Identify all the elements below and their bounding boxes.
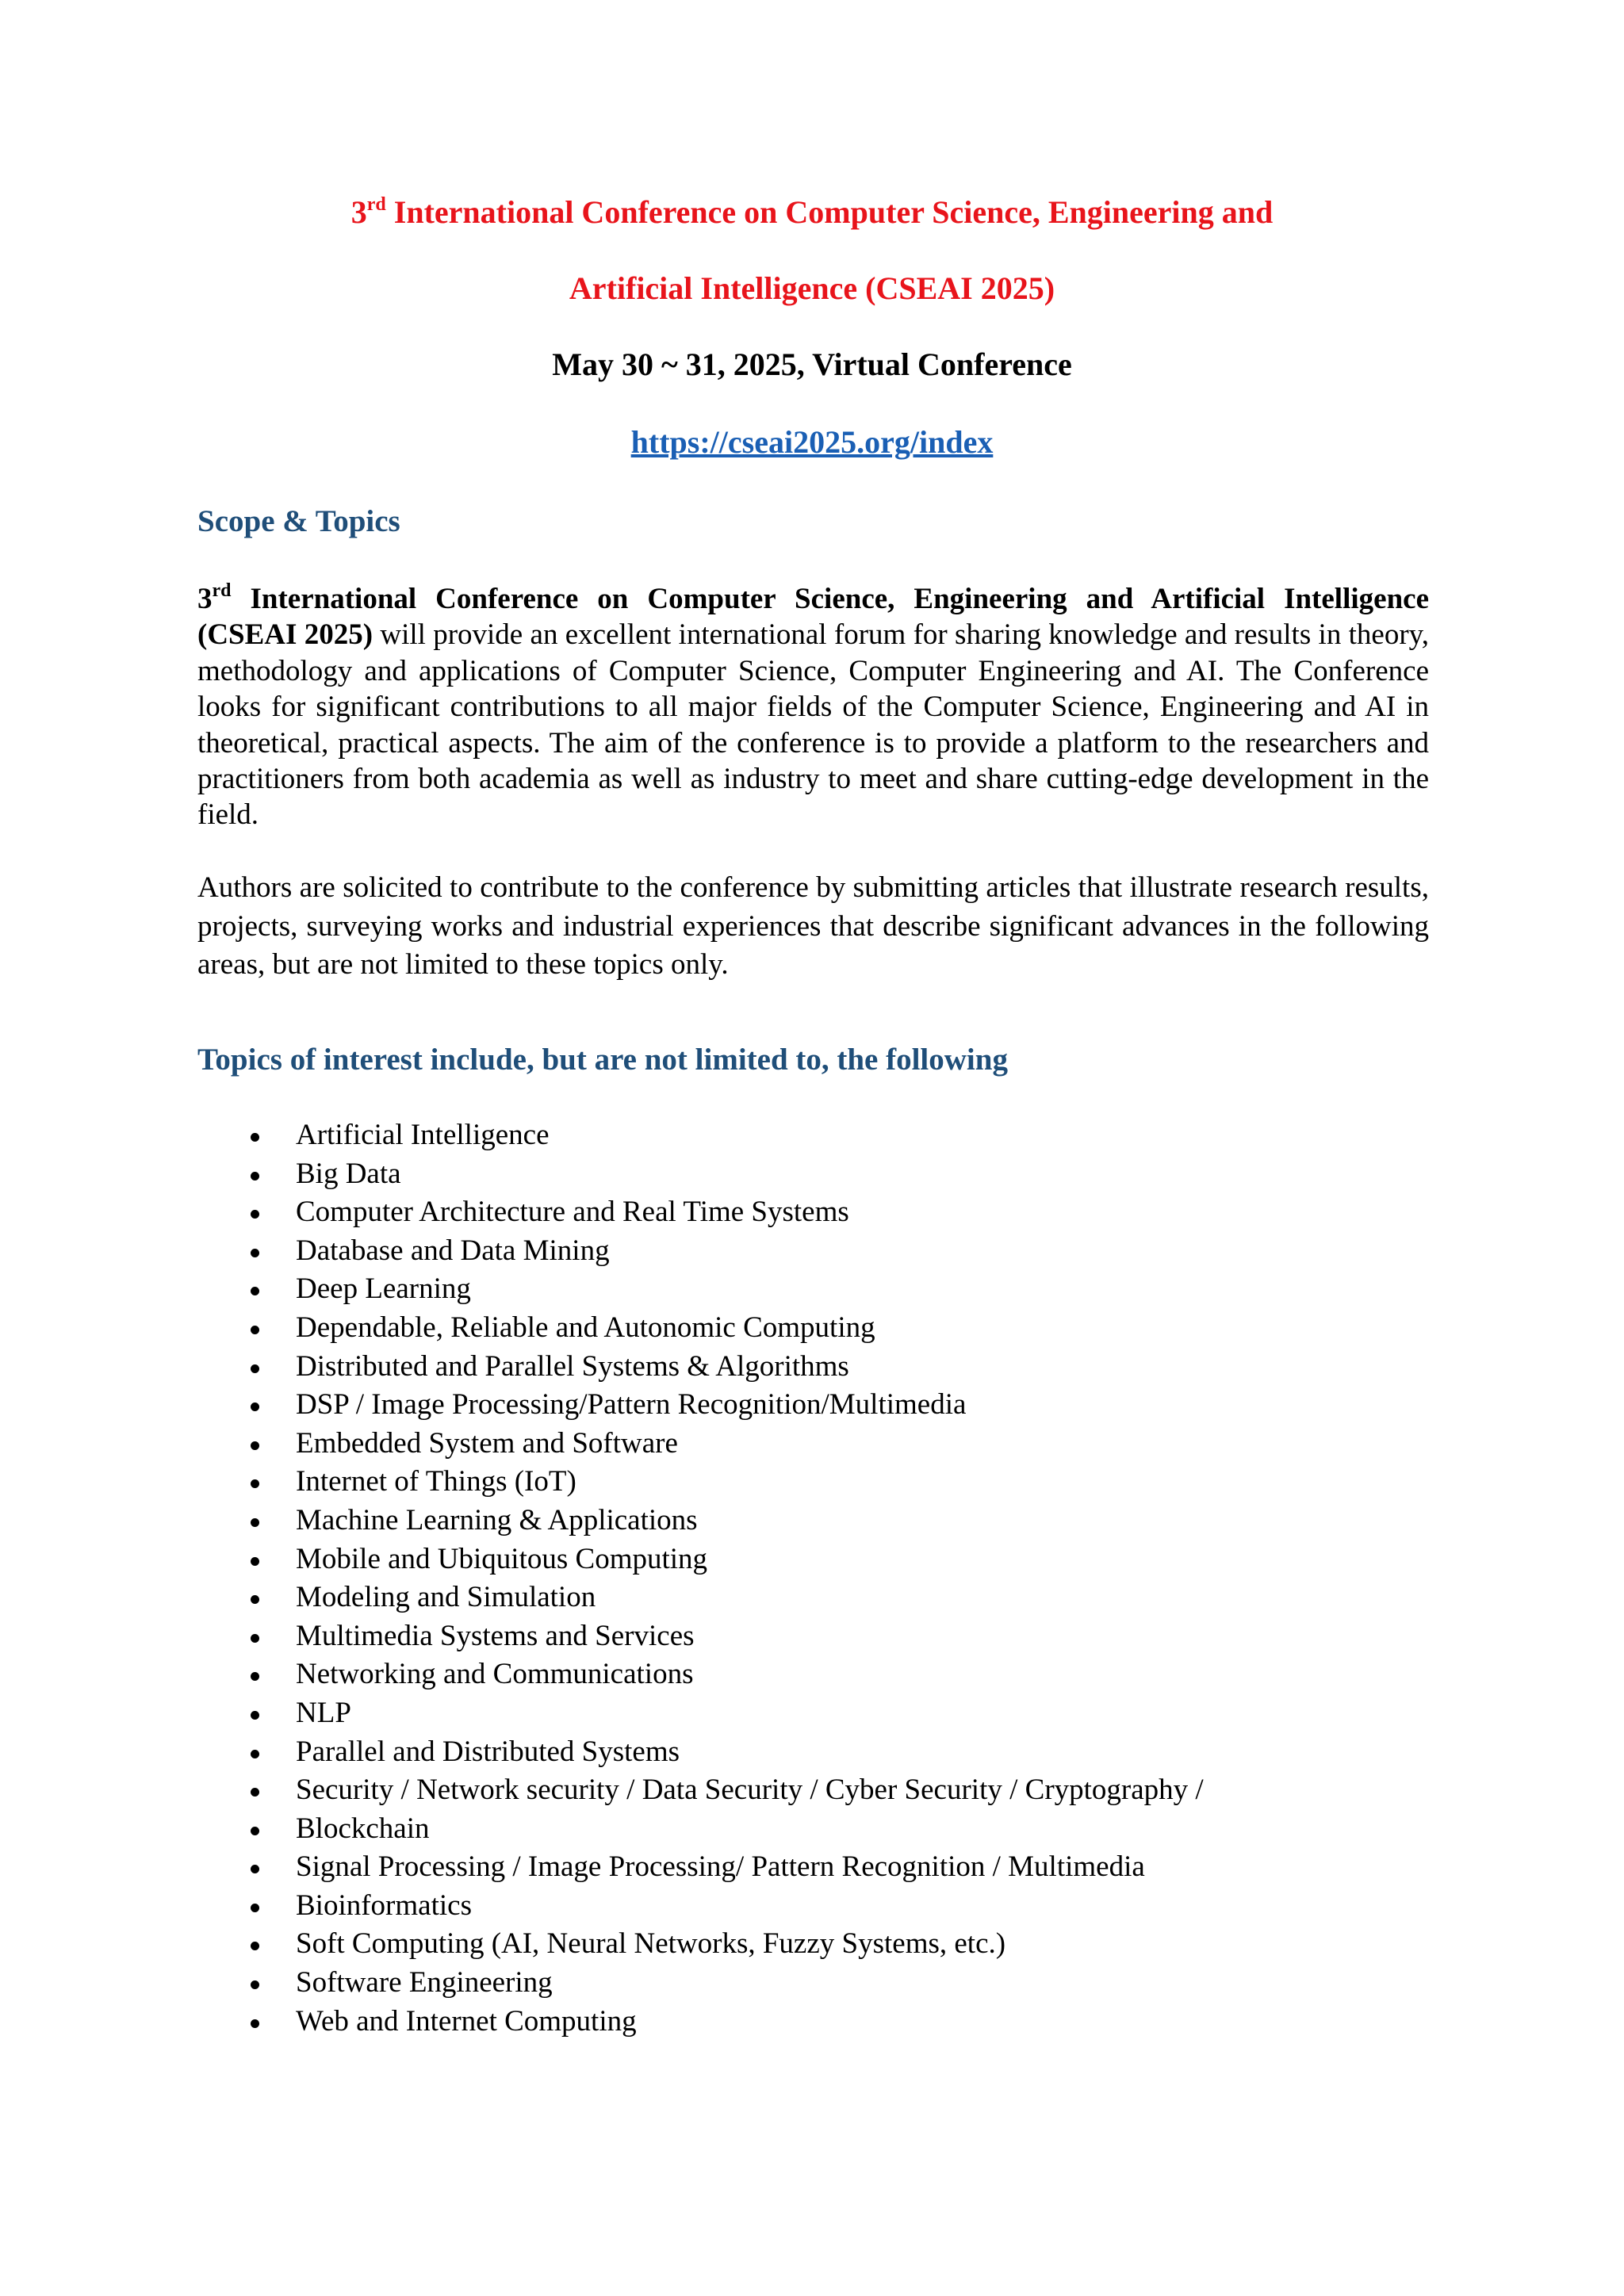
bullet-icon bbox=[251, 1980, 259, 1989]
topic-label: Multimedia Systems and Services bbox=[296, 1619, 695, 1652]
topic-label: Deep Learning bbox=[296, 1272, 471, 1306]
title-line-1-text: International Conference on Computer Science, Engineering and bbox=[385, 194, 1274, 230]
bullet-icon bbox=[251, 1672, 259, 1681]
topic-label: Blockchain bbox=[296, 1812, 430, 1845]
topic-label: Artificial Intelligence bbox=[296, 1119, 550, 1151]
bullet-icon bbox=[251, 1557, 259, 1566]
topic-label: Soft Computing (AI, Neural Networks, Fuzzy Systems, etc.) bbox=[296, 1927, 1006, 1961]
title-ordinal-number: 3 bbox=[350, 194, 367, 230]
bullet-icon bbox=[251, 1172, 259, 1181]
topic-label: Security / Network security / Data Security / Cyber Security / Cryptography / bbox=[296, 1774, 1204, 1807]
topic-label: Modeling and Simulation bbox=[296, 1581, 596, 1614]
topic-label: Machine Learning & Applications bbox=[296, 1503, 698, 1536]
bullet-icon bbox=[251, 1865, 259, 1873]
bullet-icon bbox=[251, 1249, 259, 1257]
bullet-icon bbox=[251, 1711, 259, 1720]
scope-heading: Scope & Topics bbox=[197, 504, 400, 538]
topic-label: DSP / Image Processing/Pattern Recognition/Multimedia bbox=[296, 1388, 967, 1422]
bullet-icon bbox=[251, 1287, 259, 1295]
conference-date-location: May 30 ~ 31, 2025, Virtual Conference bbox=[552, 346, 1072, 382]
scope-ordinal-number: 3 bbox=[197, 583, 213, 615]
conference-title-line-2: Artificial Intelligence (CSEAI 2025) bbox=[569, 270, 1055, 306]
bullet-icon bbox=[251, 1788, 259, 1797]
topic-label: Database and Data Mining bbox=[296, 1234, 610, 1267]
scope-ordinal-suffix: rd bbox=[212, 580, 232, 601]
topic-label: Bioinformatics bbox=[296, 1888, 472, 1922]
scope-paragraph-1-text: will provide an excellent international forum for sharing knowledge and results in theory, methodology and applications of Computer Science, Computer Engineering and AI. The Conference looks for significant contributions to all major fields of the Computer Science, Engineering and AI in theoretical, practical aspects. The aim of the conference is to provide a platform to the researchers and practitioners from both academia as well as industry to meet and share cutting-edge development in the field. bbox=[197, 618, 1429, 832]
topic-label: Embedded System and Software bbox=[296, 1426, 678, 1460]
topic-label: Parallel and Distributed Systems bbox=[296, 1735, 680, 1768]
scope-conference-name: International Conference on Computer Science, Engineering and Artificial Intelligence (CSEAI 2025) bbox=[197, 583, 1429, 652]
topic-label: Web and Internet Computing bbox=[296, 2004, 637, 2038]
scope-paragraph-1 bbox=[197, 581, 1429, 833]
topic-label: Big Data bbox=[296, 1157, 401, 1190]
bullet-icon bbox=[251, 1595, 259, 1604]
bullet-icon bbox=[251, 1518, 259, 1527]
topic-label: Dependable, Reliable and Autonomic Computing bbox=[296, 1311, 875, 1344]
scope-paragraph-2: Authors are solicited to contribute to the conference by submitting articles that illustrate research results, projects, surveying works and industrial experiences that describe significant advances in the following areas, but are not limited to these topics only. bbox=[197, 871, 1429, 981]
conference-url-line bbox=[0, 423, 1624, 461]
bullet-icon bbox=[251, 1750, 259, 1758]
topic-label: Networking and Communications bbox=[296, 1658, 694, 1691]
bullet-icon bbox=[251, 1479, 259, 1488]
bullet-icon bbox=[251, 1402, 259, 1411]
topic-label: Mobile and Ubiquitous Computing bbox=[296, 1542, 708, 1575]
bullet-icon bbox=[251, 1634, 259, 1643]
topic-label: Internet of Things (IoT) bbox=[296, 1465, 576, 1498]
topic-label: NLP bbox=[296, 1696, 351, 1729]
topic-label: Distributed and Parallel Systems & Algorithms bbox=[296, 1349, 849, 1383]
title-ordinal-suffix: rd bbox=[366, 193, 386, 215]
topic-label: Software Engineering bbox=[296, 1966, 553, 1999]
topic-label: Computer Architecture and Real Time Systems bbox=[296, 1196, 849, 1229]
conference-title-line-1 bbox=[0, 193, 1624, 232]
bullet-icon bbox=[251, 1364, 259, 1373]
bullet-icon bbox=[251, 1133, 259, 1142]
bullet-icon bbox=[251, 1942, 259, 1950]
bullet-icon bbox=[251, 1441, 259, 1450]
conference-url-link[interactable]: https://cseai2025.org/index bbox=[630, 424, 994, 460]
bullet-icon bbox=[251, 2019, 259, 2028]
topics-heading: Topics of interest include, but are not limited to, the following bbox=[197, 1043, 1008, 1077]
bullet-icon bbox=[251, 1827, 259, 1835]
topic-label: Signal Processing / Image Processing/ Pattern Recognition / Multimedia bbox=[296, 1850, 1145, 1884]
bullet-icon bbox=[251, 1326, 259, 1334]
bullet-icon bbox=[251, 1210, 259, 1219]
bullet-icon bbox=[251, 1904, 259, 1912]
